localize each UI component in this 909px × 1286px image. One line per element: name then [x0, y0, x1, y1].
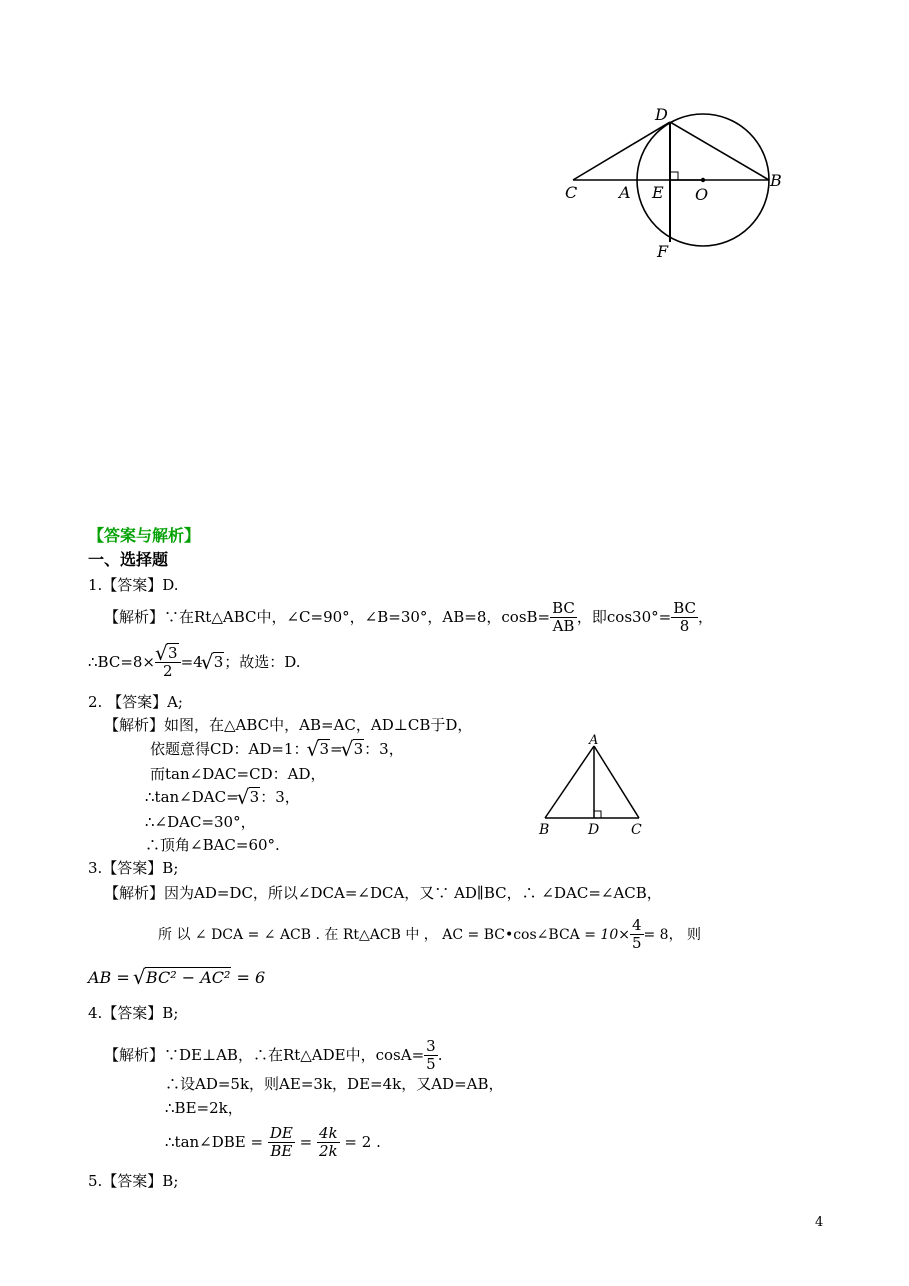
q3-frac: [630, 917, 644, 953]
label-e: E: [652, 183, 664, 202]
section-title: 【答案与解析】: [88, 526, 201, 545]
frac-num: [155, 645, 181, 663]
q2-answer: 2. 【答案】A;: [88, 693, 183, 711]
q4-answer: 4.【答案】B;: [88, 1004, 179, 1022]
frac-den: 2: [163, 662, 173, 681]
line-ac: [594, 746, 639, 818]
frac-den: 5: [631, 934, 642, 953]
q4-frac-de-be: [268, 1125, 295, 1161]
radicand: 3: [213, 652, 224, 671]
label-d: D: [588, 822, 600, 838]
frac-num: 3: [426, 1037, 436, 1055]
q1-frac-cosb: [550, 600, 577, 636]
q3-expr-a: 10×: [600, 926, 630, 943]
q2-l2c: =: [330, 740, 343, 758]
q3-answer: 3.【答案】B;: [88, 859, 179, 877]
q1-analysis-head: 【解析】∵在Rt△ABC中，∠C=90°，∠B=30°，AB=8，cosB=: [104, 607, 551, 626]
q4-l1b: .: [437, 1045, 443, 1064]
q4-l1: [104, 1038, 442, 1074]
q4-eq: =: [299, 1132, 313, 1151]
label-b: B: [770, 171, 782, 190]
q3-l1: 【解析】因为AD=DC，所以∠DCA=∠DCA，又∵ AD∥BC，∴ ∠DAC=∠ACB，: [104, 884, 662, 902]
center-o: [701, 178, 705, 182]
q3-l2: [158, 917, 701, 953]
right-angle-mark: [670, 172, 678, 180]
q1-analysis-line1: [104, 600, 713, 636]
q5-answer: 5.【答案】B;: [88, 1172, 179, 1190]
line-db: [670, 122, 769, 180]
label-f: F: [657, 242, 669, 261]
q4-l3: ∴BE=2k，: [165, 1099, 243, 1117]
q2-l5: ∴∠DAC=30°，: [145, 813, 256, 831]
sqrt-sign: [343, 742, 365, 757]
q4-frac-cosa: [424, 1038, 438, 1074]
q3-l3a: AB =: [88, 968, 130, 987]
circle-tangent-figure: [555, 100, 795, 265]
triangle-figure: [535, 732, 650, 840]
q1-mid: ，即cos30°=: [576, 607, 672, 626]
q3-l2b: ， 则: [668, 926, 702, 943]
q3-l2a: 所 以 ∠ DCA = ∠ ACB . 在 Rt△ACB 中 ， AC = BC•cos∠BCA =: [158, 926, 596, 943]
label-c: C: [565, 183, 578, 202]
sqrt-sign: [203, 652, 225, 671]
q4-l4b: = 2 .: [344, 1132, 381, 1151]
sqrt-sign: [135, 970, 232, 986]
q4-l1a: 【解析】∵DE⊥AB，∴在Rt△ADE中，cosA=: [104, 1045, 425, 1064]
frac-num: BC: [673, 599, 696, 617]
frac-num: DE: [269, 1124, 293, 1142]
q1-answer: 1.【答案】D.: [88, 576, 179, 594]
label-a: A: [619, 183, 631, 202]
radicand: 3: [319, 740, 330, 758]
radicand: 3: [249, 788, 260, 806]
part-title: 一、选择题: [88, 550, 169, 569]
line-ab: [545, 746, 594, 818]
q3-l3c: = 6: [236, 968, 266, 987]
frac-den: AB: [552, 617, 575, 636]
q1-analysis-line2: [88, 645, 301, 681]
line-cd: [573, 122, 670, 180]
radicand: BC² − AC²: [145, 968, 231, 987]
q2-l4: [145, 790, 300, 805]
frac-num: 4k: [319, 1124, 338, 1142]
sqrt-sign: [239, 790, 261, 805]
q4-l4: [165, 1125, 381, 1161]
radicand: 3: [168, 644, 178, 662]
label-d: D: [655, 105, 668, 124]
q2-l1: 【解析】如图，在△ABC中，AB=AC，AD⊥CB于D，: [104, 716, 473, 734]
frac-den: BE: [270, 1142, 293, 1161]
q2-l4a: ∴tan∠DAC=: [145, 788, 239, 806]
page-number: 4: [815, 1215, 824, 1230]
label-c: C: [631, 822, 642, 838]
frac-num: 4: [631, 916, 642, 934]
q1-l2b: =4: [180, 652, 203, 671]
label-o: O: [695, 185, 709, 204]
q2-l2: [150, 742, 404, 757]
right-angle-mark: [594, 811, 601, 818]
frac-den: 5: [426, 1055, 436, 1074]
q2-l4c: ：3，: [260, 788, 300, 806]
q1-tail: ，: [697, 607, 713, 626]
q1-frac-cos30: [671, 600, 698, 636]
q4-l4a: ∴tan∠DBE =: [165, 1132, 264, 1151]
frac-den: 8: [679, 617, 690, 636]
q4-frac-4k-2k: [317, 1125, 340, 1161]
q4-l2: ∴设AD=5k，则AE=3k，DE=4k，又AD=AB，: [165, 1075, 504, 1093]
label-b: B: [539, 822, 550, 838]
q1-frac-sqrt3-over-2: [155, 645, 181, 681]
q3-l3: [88, 970, 265, 986]
q2-l6: ∴顶角∠BAC=60°.: [145, 836, 280, 854]
q2-l2e: ：3，: [364, 740, 404, 758]
radicand: 3: [353, 740, 364, 758]
q1-l2a: ∴BC=8×: [88, 652, 156, 671]
frac-den: 2k: [319, 1142, 338, 1161]
sqrt-sign: [308, 742, 330, 757]
sqrt-sign: [157, 645, 179, 662]
q2-l3: 而tan∠DAC=CD：AD，: [150, 765, 326, 783]
label-a: A: [589, 733, 599, 748]
q2-l2a: 依题意得CD：AD=1：: [150, 740, 309, 758]
q1-l2d: ；故选：D.: [224, 652, 301, 671]
frac-num: BC: [552, 599, 575, 617]
q3-expr-b: = 8: [643, 926, 669, 943]
